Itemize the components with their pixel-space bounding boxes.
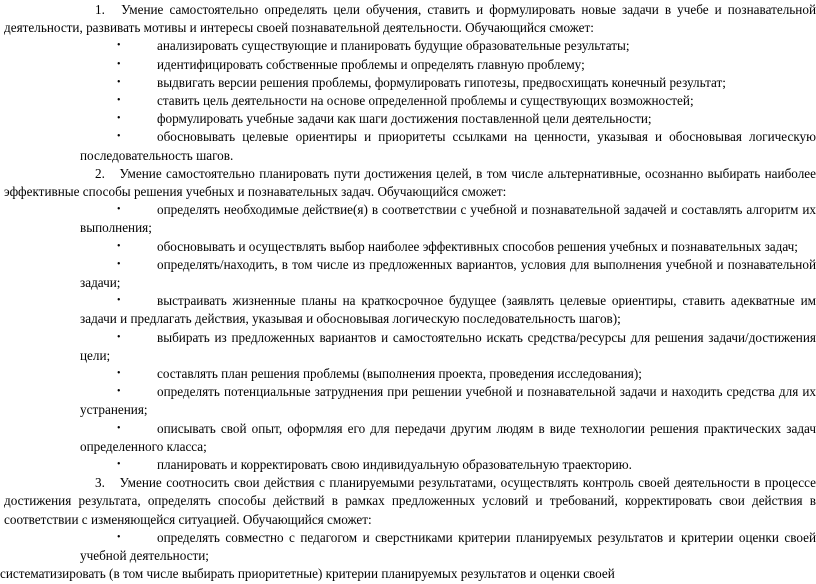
section-number: 1. [95, 2, 105, 17]
bullet-icon: • [117, 368, 121, 380]
list-item [0, 365, 816, 383]
section-intro-text: Умение самостоятельно определять цели обучения, ставить и формулировать новые задачи в учебе и познавательной деятельности, развивать мотивы и интересы своей познавательной деятельности. Обучающийся сможет: [4, 2, 816, 36]
bullet-icon: • [117, 95, 121, 107]
bullet-icon: • [117, 422, 121, 434]
list-item-text: ставить цель деятельности на основе определенной проблемы и существующих возможностей; [157, 93, 694, 109]
section-intro-text: Умение соотносить свои действия с планируемыми результатами, осуществлять контроль своей деятельности в процессе достижения результата, определять способы действий в рамках предложенных условий и требований, корректировать свои действия в соответствии с изменяющейся ситуацией. Обучающийся сможет: [4, 475, 816, 527]
list-item-text: анализировать существующие и планировать будущие образовательные результаты; [157, 38, 630, 54]
list-item-text: планировать и корректировать свою индивидуальную образовательную траекторию. [157, 457, 632, 473]
bullet-icon: • [117, 258, 121, 270]
list-item [0, 92, 816, 110]
bullet-icon: • [117, 386, 121, 398]
list-item-text: выбирать из предложенных вариантов и самостоятельно искать средства/ресурсы для решения задачи/достижения цели; [80, 329, 816, 363]
section-intro-text: Умение самостоятельно планировать пути достижения целей, в том числе альтернативные, осознанно выбирать наиболее эффективные способы решения учебных и познавательных задач. Обучающийся сможет: [4, 165, 816, 200]
bullet-icon: • [117, 76, 121, 88]
bullet-icon: • [117, 58, 121, 70]
list-item [0, 238, 816, 256]
list-item [0, 383, 816, 419]
bullet-icon: • [117, 131, 121, 143]
bullet-icon: • [117, 113, 121, 125]
tail-line: систематизировать (в том числе выбирать приоритетные) критерии планируемых результатов и оценки своей [0, 566, 615, 582]
list-item [0, 56, 816, 74]
bullet-icon: • [117, 295, 121, 307]
bullet-icon: • [117, 331, 121, 343]
list-item-text: идентифицировать собственные проблемы и определять главную проблему; [157, 56, 585, 72]
list-item-text: формулировать учебные задачи как шаги достижения поставленной цели деятельности; [157, 111, 652, 127]
list-item [0, 256, 816, 292]
list-item [0, 292, 816, 328]
section-1-intro [0, 1, 816, 37]
list-item-text: определять потенциальные затруднения при решении учебной и познавательной задачи и находить средства для их устранения; [80, 384, 816, 418]
list-item [0, 128, 816, 164]
section-3-intro [0, 474, 816, 529]
list-item-text: описывать свой опыт, оформляя его для передачи другим людям в виде технологии решения практических задач определенного класса; [80, 420, 816, 454]
list-item-text: определять/находить, в том числе из предложенных вариантов, условия для выполнения учебной и познавательной задачи; [80, 256, 816, 291]
list-item [0, 529, 816, 565]
list-item-text: выстраивать жизненные планы на краткосрочное будущее (заявлять целевые ориентиры, ставить адекватные им задачи и предлагать действия, указывая и обосновывая логическую последовательность шагов); [80, 293, 816, 327]
list-item-text: обосновывать целевые ориентиры и приоритеты ссылками на ценности, указывая и обосновывая логическую последовательность шагов. [80, 129, 816, 163]
list-item [0, 37, 816, 55]
list-item [0, 110, 816, 128]
section-number: 3. [95, 475, 105, 491]
list-item-text: выдвигать версии решения проблемы, формулировать гипотезы, предвосхищать конечный результат; [157, 74, 726, 90]
bullet-icon: • [117, 531, 121, 543]
list-item [0, 329, 816, 365]
list-item-text: обосновывать и осуществлять выбор наиболее эффективных способов решения учебных и познавательных задач; [157, 238, 798, 254]
bullet-icon: • [117, 459, 121, 471]
bullet-icon: • [117, 40, 121, 52]
bullet-icon: • [117, 204, 121, 216]
section-3-list [0, 529, 816, 565]
list-item [0, 456, 816, 474]
section-2-intro [0, 165, 816, 201]
list-item [0, 420, 816, 456]
list-item-text: составлять план решения проблемы (выполнения проекта, проведения исследования); [157, 366, 642, 382]
section-2-list [0, 201, 816, 474]
list-item-text: определять совместно с педагогом и сверстниками критерии планируемых результатов и критерии оценки своей учебной деятельности; [80, 529, 816, 564]
list-item [0, 201, 816, 237]
section-1-list [0, 37, 816, 164]
document-body [0, 1, 816, 584]
bullet-icon: • [117, 240, 121, 252]
list-item [0, 74, 816, 92]
list-item-text: определять необходимые действие(я) в соответствии с учебной и познавательной задачей и составлять алгоритм их выполнения; [80, 202, 816, 236]
section-number: 2. [95, 165, 105, 181]
